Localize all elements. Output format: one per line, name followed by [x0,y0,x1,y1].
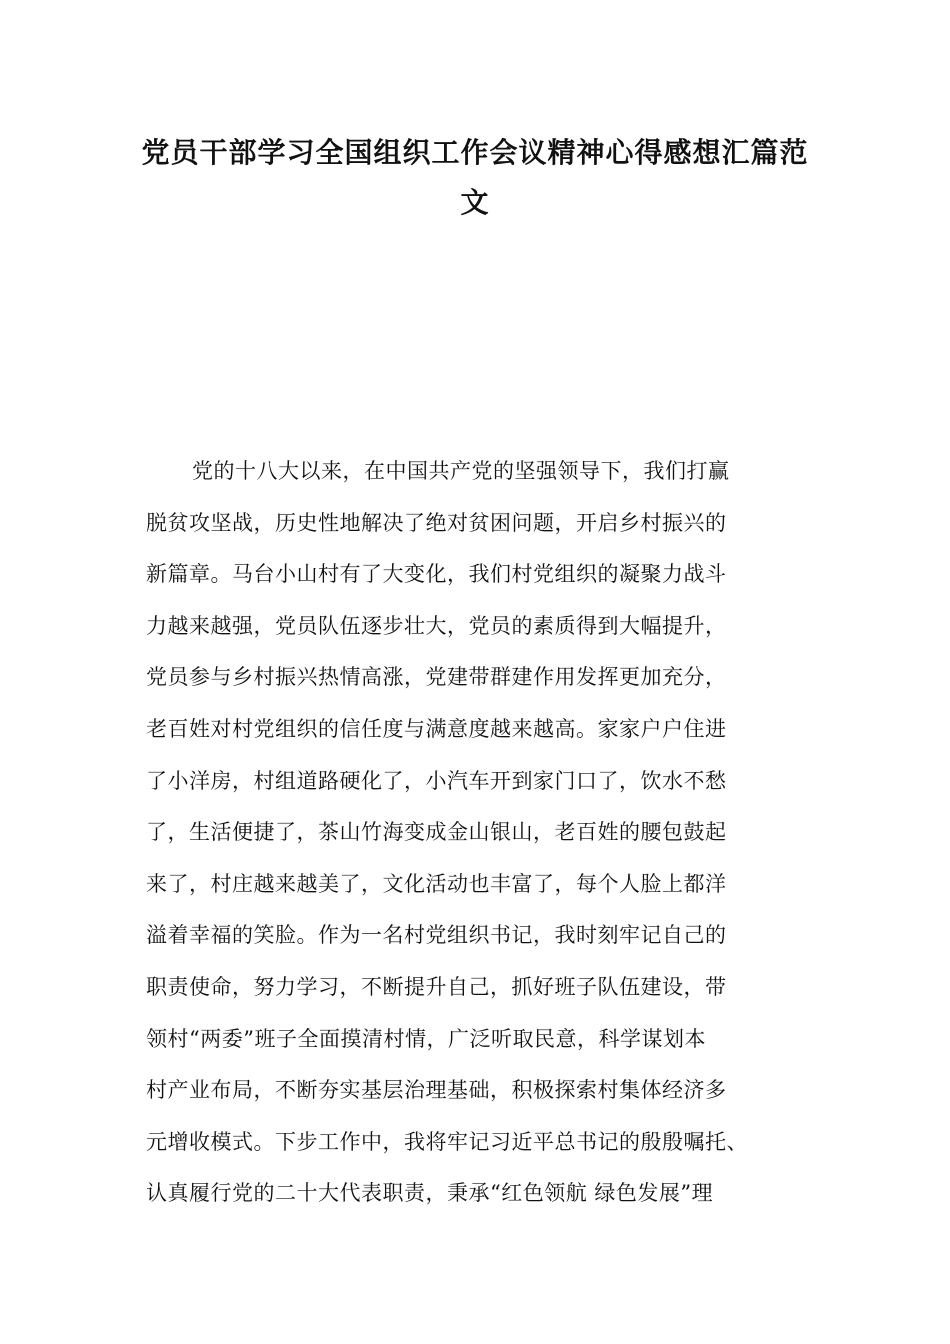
body-paragraph-line: 村产业布局，不断夯实基层治理基础，积极探索村集体经济多 [146,1078,727,1103]
body-paragraph-line: 了，生活便捷了，茶山竹海变成金山银山，老百姓的腰包鼓起 [146,820,727,845]
document-title [100,128,850,228]
body-paragraph-line: 元增收模式。下步工作中，我将牢记习近平总书记的殷殷嘱托、 [146,1129,748,1154]
body-paragraph-line: 党的十八大以来，在中国共产党的坚强领导下，我们打赢 [192,459,730,483]
document-title-line: 党员干部学习全国组织工作会议精神心得感想汇篇范 [141,136,809,169]
body-paragraph-line: 领村“两委”班子全面摸清村情，广泛听取民意，科学谋划本 [146,1026,706,1051]
body-paragraph-line: 职责使命，努力学习，不断提升自己，抓好班子队伍建设，带 [146,974,727,999]
document-title-line: 文 [460,186,490,219]
document-body [146,446,826,1220]
body-paragraph-line: 力越来越强，党员队伍逐步壮大，党员的素质得到大幅提升， [146,613,727,638]
body-paragraph-line: 党员参与乡村振兴热情高涨，党建带群建作用发挥更加充分， [146,665,727,690]
body-paragraph-line: 溢着幸福的笑脸。作为一名村党组织书记，我时刻牢记自己的 [146,923,727,948]
body-paragraph-line: 认真履行党的二十大代表职责，秉承“红色领航 绿色发展”理 [146,1181,714,1206]
body-paragraph-line: 脱贫攻坚战，历史性地解决了绝对贫困问题，开启乡村振兴的 [146,510,727,535]
body-paragraph-line: 来了，村庄越来越美了，文化活动也丰富了，每个人脸上都洋 [146,871,727,896]
body-paragraph-line: 新篇章。马台小山村有了大变化，我们村党组织的凝聚力战斗 [146,562,727,587]
body-paragraph-line: 了小洋房，村组道路硬化了，小汽车开到家门口了，饮水不愁 [146,768,727,793]
body-paragraph-line: 老百姓对村党组织的信任度与满意度越来越高。家家户户住进 [146,716,727,741]
